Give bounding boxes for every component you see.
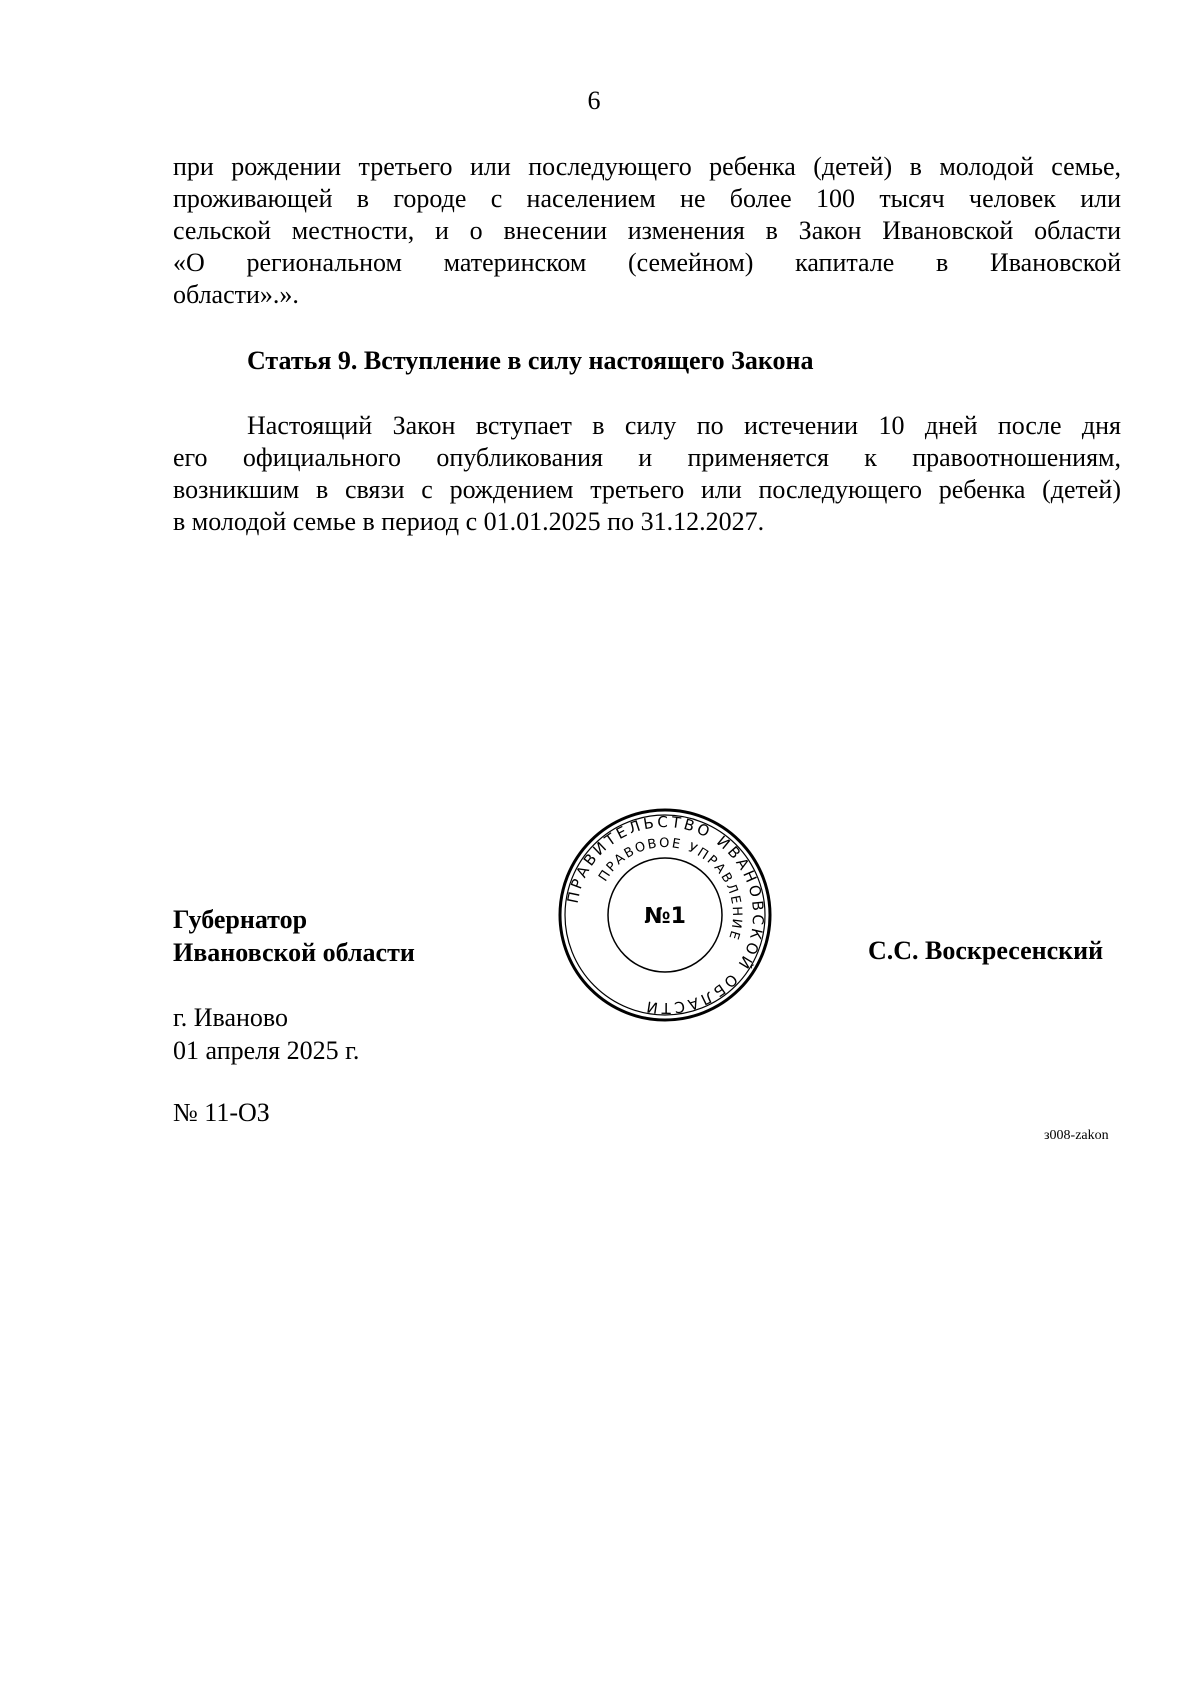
paragraph-line: при рождении третьего или последующего ребенка (детей) в молодой семье,: [173, 152, 1121, 181]
signatory-title-line1: Губернатор: [173, 905, 308, 934]
document-number: № 11-ОЗ: [173, 1098, 270, 1127]
place: г. Иваново: [173, 1003, 288, 1032]
signatory-title-line2: Ивановской области: [173, 938, 415, 967]
paragraph-line: области».».: [173, 280, 299, 309]
article-paragraph: [173, 410, 1121, 538]
intro-paragraph: [173, 151, 1121, 311]
seal-center-text: №1: [644, 904, 686, 929]
paragraph-line: возникшим в связи с рождением третьего или последующего ребенка (детей): [173, 475, 1121, 504]
seal-inner-text: ПРАВОВОЕ УПРАВЛЕНИЕ: [596, 835, 745, 943]
paragraph-line: сельской местности, и о внесении изменения в Закон Ивановской области: [173, 216, 1121, 245]
official-seal: [555, 805, 775, 1025]
paragraph-line: «О региональном материнском (семейном) капитале в Ивановской: [173, 248, 1121, 277]
seal-outer-text: ПРАВИТЕЛЬСТВО ИВАНОВСКОЙ ОБЛАСТИ: [563, 812, 768, 1018]
date: 01 апреля 2025 г.: [173, 1036, 360, 1065]
place-and-date: [173, 1001, 359, 1067]
signatory-title: [173, 903, 415, 969]
paragraph-line: проживающей в городе с населением не более 100 тысяч человек или: [173, 184, 1121, 213]
paragraph-line: Настоящий Закон вступает в силу по истечении 10 дней после дня: [247, 411, 1121, 440]
article-heading: Статья 9. Вступление в силу настоящего Закона: [247, 346, 814, 375]
paragraph-line: в молодой семье в период с 01.01.2025 по 31.12.2027.: [173, 507, 765, 536]
page-number: 6: [587, 86, 601, 115]
file-code: з008-zakon: [1044, 1128, 1109, 1143]
signatory-name: С.С. Воскресенский: [868, 936, 1104, 965]
paragraph-line: его официального опубликования и применяется к правоотношениям,: [173, 443, 1121, 472]
